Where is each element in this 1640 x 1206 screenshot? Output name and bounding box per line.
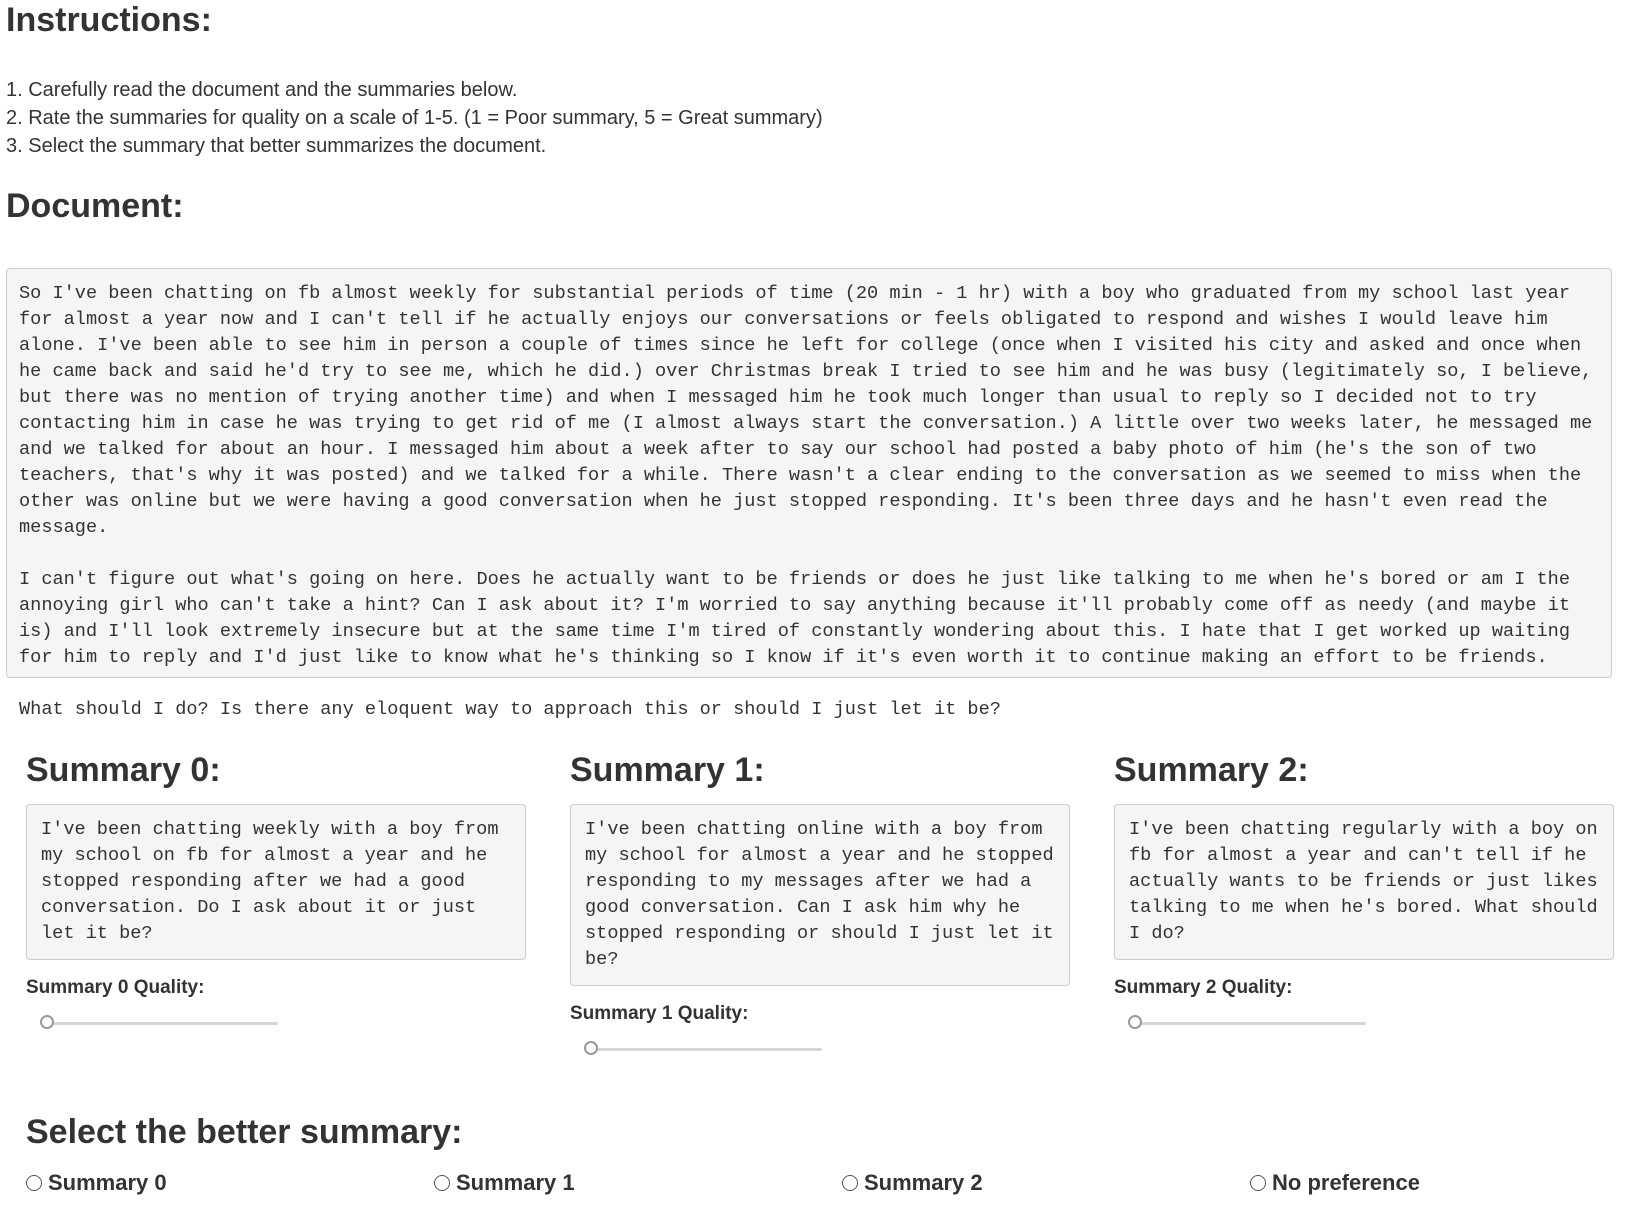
- better-summary-radio-group: [0, 1170, 1640, 1200]
- radio-option-label: Summary 1: [456, 1170, 575, 1195]
- radio-option-summary-1[interactable]: [434, 1170, 575, 1196]
- radio-button[interactable]: [434, 1175, 450, 1191]
- radio-button[interactable]: [842, 1175, 858, 1191]
- instructions-list: [6, 76, 823, 160]
- summary-0-column: [26, 750, 526, 1034]
- summary-1-quality-slider[interactable]: [586, 1040, 822, 1060]
- document-paragraph: So I've been chatting on fb almost weekly for substantial periods of time (20 min - 1 hr) with a boy who graduated from my school last year for almost a year now and I can't tell if he actually enjoys our conversations or feels obligated to respond and wishes I would leave him alone. I've been able to see him in person a couple of times since he left for college (once when I visited his city and asked and once when he came back and said he'd try to see me, which he did.) over Christmas break I tried to see him and he was busy (legitimately so, I believe, but there was no mention of trying another time) and when I messaged him he took much longer than usual to reply so I decided not to try contacting him in case he was trying to get rid of me (I almost always start the conversation.) A little over two weeks later, he messaged me and we talked for about an hour. I messaged him about a week after to say our school had posted a baby photo of him (he's the son of two teachers, that's why it was posted) and we talked for a while. There wasn't a clear ending to the conversation as we seemed to miss when the other was online but we were having a good conversation when he just stopped responding. It's been three days and he hasn't even read the message.: [19, 283, 1593, 538]
- select-better-summary-title: Select the better summary:: [26, 1113, 463, 1151]
- radio-option-label: Summary 2: [864, 1170, 983, 1195]
- slider-track: [42, 1022, 278, 1025]
- document-paragraph: I can't figure out what's going on here. Does he actually want to be friends or does he just like talking to me when he's bored or am I the annoying girl who can't take a hint? Can I ask about it? I'm worried to say anything because it'll probably come off as needy (and maybe it is) and I'll look extremely insecure but at the same time I'm tired of constantly wondering about this. I hate that I get worked up waiting for him to reply and I'd just like to know what he's thinking so I know if it's even worth it to continue making an effort to be friends.: [19, 569, 1570, 668]
- document-text-box: [6, 268, 1612, 720]
- radio-button[interactable]: [1250, 1175, 1266, 1191]
- slider-thumb[interactable]: [584, 1041, 598, 1055]
- radio-option-summary-0[interactable]: [26, 1170, 167, 1196]
- summary-1-column: [570, 750, 1070, 1060]
- summary-2-column: [1114, 750, 1614, 1034]
- summary-2-title: Summary 2:: [1114, 751, 1309, 789]
- slider-thumb[interactable]: [40, 1015, 54, 1029]
- slider-track: [586, 1048, 822, 1051]
- radio-option-label: Summary 0: [48, 1170, 167, 1195]
- instruction-item: 2. Rate the summaries for quality on a scale of 1-5. (1 = Poor summary, 5 = Great summary): [6, 107, 823, 129]
- summary-2-text-box: I've been chatting regularly with a boy on fb for almost a year and can't tell if he actually wants to be friends or just likes talking to me when he's bored. What should I do?: [1114, 804, 1614, 960]
- radio-option-label: No preference: [1272, 1170, 1420, 1195]
- summary-2-quality-slider[interactable]: [1130, 1014, 1366, 1034]
- summary-0-quality-slider[interactable]: [42, 1014, 278, 1034]
- instructions-title: Instructions:: [6, 1, 212, 39]
- slider-thumb[interactable]: [1128, 1015, 1142, 1029]
- summary-0-text-box: I've been chatting weekly with a boy from my school on fb for almost a year and he stopped responding after we had a good conversation. Do I ask about it or just let it be?: [26, 804, 526, 960]
- document-paragraph: What should I do? Is there any eloquent way to approach this or should I just let it be?: [19, 699, 1001, 720]
- radio-button[interactable]: [26, 1175, 42, 1191]
- summary-2-quality-label: Summary 2 Quality:: [1114, 977, 1293, 998]
- summary-0-title: Summary 0:: [26, 751, 221, 789]
- instruction-item: 3. Select the summary that better summarizes the document.: [6, 135, 547, 157]
- document-title: Document:: [6, 187, 184, 225]
- radio-option-summary-2[interactable]: [842, 1170, 983, 1196]
- slider-track: [1130, 1022, 1366, 1025]
- summary-1-title: Summary 1:: [570, 751, 765, 789]
- summary-0-quality-label: Summary 0 Quality:: [26, 977, 205, 998]
- instruction-item: 1. Carefully read the document and the summaries below.: [6, 79, 518, 101]
- radio-option-no-preference[interactable]: [1250, 1170, 1420, 1196]
- summary-1-quality-label: Summary 1 Quality:: [570, 1003, 749, 1024]
- summary-1-text-box: I've been chatting online with a boy from my school for almost a year and he stopped responding to my messages after we had a good conversation. Can I ask him why he stopped responding or should I just let it be?: [570, 804, 1070, 986]
